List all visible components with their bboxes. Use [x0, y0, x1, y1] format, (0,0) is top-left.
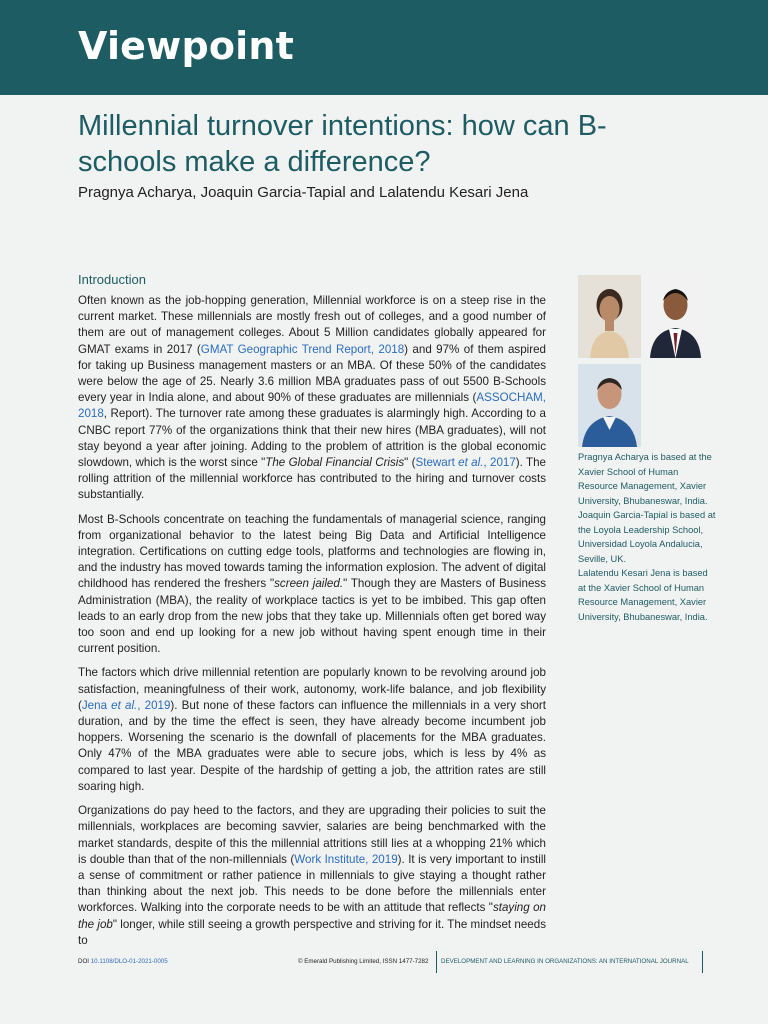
banner-title: Viewpoint	[78, 24, 294, 68]
text-run: " (	[404, 456, 416, 470]
text-run: ). But none of these factors can influence the millennials in a very short duration, and by the time the effect is seen, they have already become incumbent job hoppers. Worsening the scenario is the downfall of placements for the MBA graduates. Only 47% of the MBA graduates were able to secure jobs, which is less by 4% as compared to last year. Despite of the hardship of getting a job, the attrition rates are still soaring high.	[78, 698, 546, 793]
doi-label: DOI	[78, 958, 91, 965]
citation-link[interactable]	[416, 456, 516, 469]
text-run: Often known as the job-hopping generation, Millennial workforce is on a steep rise in the current market. These millennials are mostly fresh out of colleges, and a good number of them are out of management colleges. About 5 Million candidates globally appeared for GMAT exams in 2017 (	[78, 294, 546, 356]
author-photo-acharya	[578, 275, 641, 358]
article-body	[78, 293, 546, 957]
citation-part: et al.	[458, 456, 484, 470]
author-photo-garcia-tapial	[644, 275, 707, 358]
paragraph-4	[78, 803, 546, 949]
italic-text: screen jailed.	[274, 577, 344, 591]
text-run: Most B-Schools concentrate on teaching the fundamentals of managerial science, ranging from organizational behavior to the latest being Big Data and Artificial Intelligence integration. Certifications on cutting edge tools, platforms and technologies are flowing in, and the industry has moved towards taming the information explosion. The advent of digital childhood has rendered the freshers "	[78, 512, 546, 591]
text-run: Organizations do pay heed to the factors, and they are upgrading their policies to suit the millennials, workplaces are becoming savvier, salaries are being benchmarked with the market standards, despite of this the millennial attritions still lies at a whopping 21% which is double than that of the non-millennials (	[78, 804, 546, 866]
citation-part: Jena	[81, 698, 112, 712]
text-run: The factors which drive millennial retention are popularly known to be revolving around job satisfaction, meaningfulness of their work, autonomy, work-life balance, and job flexibility (	[78, 666, 546, 712]
paragraph-2	[78, 512, 546, 658]
citation-link[interactable]: ASSOCHAM, 2018	[78, 391, 546, 421]
footer-doi	[78, 958, 168, 965]
citation-part: , 2017	[483, 456, 516, 470]
citation-link[interactable]	[82, 699, 171, 712]
text-run: " longer, while still seeing a growth perspective and striving for it. The mindset needs to	[78, 917, 546, 947]
text-run: ). It is very important to instill a sense of commitment or rather patience in millennials to give staying a thought rather than thinking about the next job. This needs to be done before the millennials enter workforces. Walking into the corporate needs to be with an attitude that reflects "	[78, 852, 546, 915]
text-run: ) and 97% of them aspired for taking up Business management masters or an MBA. Of these 50% of the candidates were below the age of 25. Nearly 3.6 million MBA graduates pass of out 5500 B-Schools every year in India alone, and about 90% of these graduates are millennials (	[78, 342, 546, 405]
citation-link[interactable]: Work Institute, 2019	[294, 852, 398, 866]
article-authors: Pragnya Acharya, Joaquin Garcia-Tapial and Lalatendu Kesari Jena	[78, 184, 529, 201]
viewpoint-banner	[0, 0, 768, 95]
citation-part: et al.	[111, 698, 138, 712]
text-run: , Report). The turnover rate among these graduates is alarmingly high. According to a CNBC report 77% of the organizations think that their new hires (MBA graduates), will not stay beyond a year after joining. Adding to the problem of attrition is the global economic slowdown, which is the worst since "	[78, 407, 546, 470]
doi-link[interactable]: 10.1108/DLO-01-2021-0005	[90, 958, 168, 965]
author-photo-jena	[578, 364, 641, 447]
text-run: ). The rolling attrition of the millennial workforce has contributed to the hiring and turnover costs substantially.	[78, 456, 546, 502]
author-bios	[578, 450, 718, 624]
footer-divider	[702, 951, 703, 973]
footer-divider	[436, 951, 437, 973]
bio-jena: Lalatendu Kesari Jena is based at the Xavier School of Human Resource Management, Xavier University, Bhubaneswar, India.	[578, 568, 708, 622]
citation-link[interactable]: GMAT Geographic Trend Report, 2018	[200, 342, 405, 356]
italic-text: staying on the job	[78, 901, 546, 931]
footer-publisher: © Emerald Publishing Limited, ISSN 1477-7282	[298, 958, 429, 965]
citation-part: Stewart	[415, 456, 459, 470]
footer-journal: DEVELOPMENT AND LEARNING IN ORGANIZATIONS: AN INTERNATIONAL JOURNAL	[441, 958, 689, 965]
paragraph-1	[78, 293, 546, 504]
bio-acharya: Pragnya Acharya is based at the Xavier School of Human Resource Management, Xavier University, Bhubaneswar, India.	[578, 452, 712, 506]
bio-garcia-tapial: Joaquin Garcia-Tapial is based at the Loyola Leadership School, Universidad Loyola Andalucia, Seville, UK.	[578, 510, 716, 564]
article-title: Millennial turnover intentions: how can B-schools make a difference?	[78, 110, 607, 178]
text-run: " Though they are Masters of Business Administration (MBA), the reality of workplace tactics is yet to be imbibed. This gap often leads to an early drop from the new jobs that they take up. Millennials often get bored way too soon and end up looking for a new job without having spent enough time in their current position.	[78, 577, 547, 656]
paragraph-3	[78, 665, 546, 795]
italic-text: The Global Financial Crisis	[265, 456, 405, 470]
section-heading: Introduction	[78, 272, 146, 287]
citation-part: , 2019	[137, 698, 171, 712]
